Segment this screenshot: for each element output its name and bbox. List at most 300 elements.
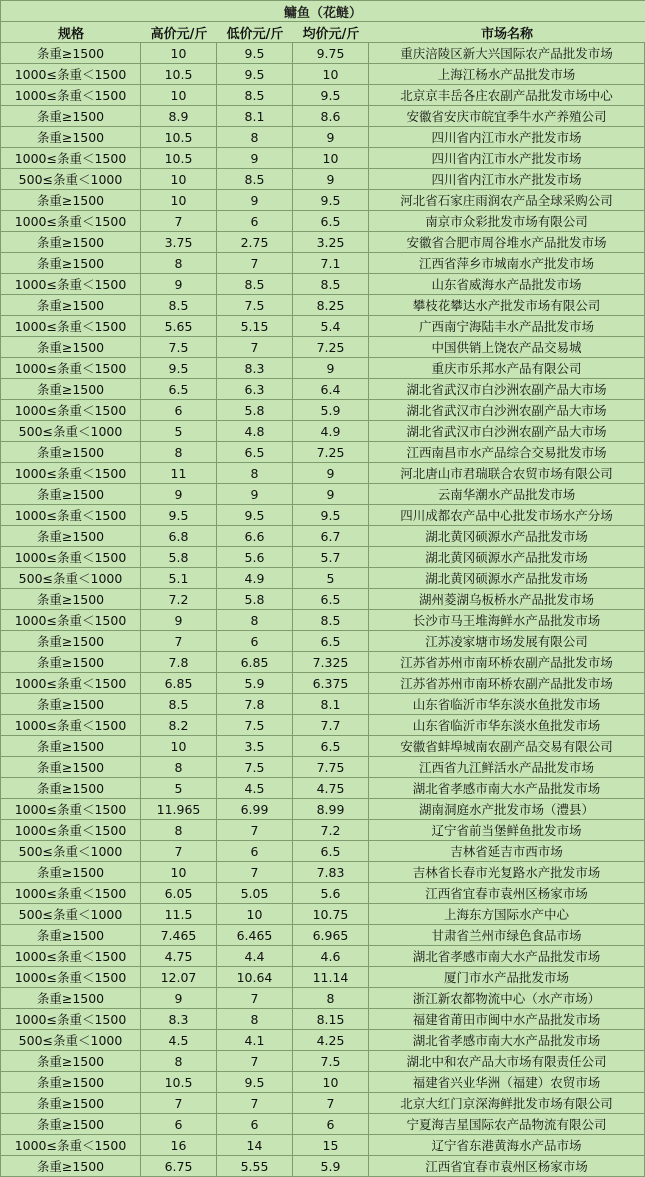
cell-market-name: 中国供销上饶农产品交易城 bbox=[369, 337, 645, 358]
cell-spec: 条重≥1500 bbox=[0, 295, 141, 316]
table-row bbox=[0, 904, 645, 925]
table-row bbox=[0, 127, 645, 148]
cell-high-price: 6 bbox=[141, 1114, 217, 1135]
cell-avg-price: 8.1 bbox=[293, 694, 369, 715]
cell-spec: 1000≤条重＜1500 bbox=[0, 505, 141, 526]
cell-spec: 1000≤条重＜1500 bbox=[0, 820, 141, 841]
cell-low-price: 6.5 bbox=[217, 442, 293, 463]
table-row bbox=[0, 1156, 645, 1177]
cell-market-name: 江西南昌市水产品综合交易批发市场 bbox=[369, 442, 645, 463]
cell-spec: 1000≤条重＜1500 bbox=[0, 967, 141, 988]
cell-market-name: 江苏省苏州市南环桥农副产品批发市场 bbox=[369, 673, 645, 694]
cell-avg-price: 5.4 bbox=[293, 316, 369, 337]
table-row bbox=[0, 736, 645, 757]
cell-market-name: 甘肃省兰州市绿色食品市场 bbox=[369, 925, 645, 946]
cell-spec: 条重≥1500 bbox=[0, 379, 141, 400]
cell-high-price: 8.5 bbox=[141, 295, 217, 316]
cell-high-price: 6.75 bbox=[141, 1156, 217, 1177]
cell-high-price: 9 bbox=[141, 274, 217, 295]
cell-market-name: 辽宁省东港黄海水产品市场 bbox=[369, 1135, 645, 1156]
cell-spec: 1000≤条重＜1500 bbox=[0, 85, 141, 106]
cell-market-name: 湖北省武汉市白沙洲农副产品大市场 bbox=[369, 421, 645, 442]
cell-high-price: 10.5 bbox=[141, 64, 217, 85]
cell-low-price: 8 bbox=[217, 1009, 293, 1030]
cell-market-name: 南京市众彩批发市场有限公司 bbox=[369, 211, 645, 232]
table-row bbox=[0, 883, 645, 904]
cell-spec: 500≤条重＜1000 bbox=[0, 904, 141, 925]
cell-market-name: 江西省萍乡市城南水产批发市场 bbox=[369, 253, 645, 274]
cell-spec: 条重≥1500 bbox=[0, 631, 141, 652]
cell-high-price: 5.1 bbox=[141, 568, 217, 589]
cell-high-price: 10 bbox=[141, 169, 217, 190]
cell-low-price: 8 bbox=[217, 463, 293, 484]
table-row bbox=[0, 43, 645, 64]
cell-high-price: 9.5 bbox=[141, 505, 217, 526]
table-row bbox=[0, 232, 645, 253]
cell-low-price: 6 bbox=[217, 841, 293, 862]
cell-low-price: 6 bbox=[217, 631, 293, 652]
cell-avg-price: 4.75 bbox=[293, 778, 369, 799]
cell-low-price: 7 bbox=[217, 253, 293, 274]
cell-avg-price: 7.25 bbox=[293, 337, 369, 358]
cell-market-name: 江苏凌家塘市场发展有限公司 bbox=[369, 631, 645, 652]
cell-spec: 条重≥1500 bbox=[0, 127, 141, 148]
cell-high-price: 10 bbox=[141, 85, 217, 106]
cell-low-price: 7.5 bbox=[217, 295, 293, 316]
table-row bbox=[0, 505, 645, 526]
cell-spec: 条重≥1500 bbox=[0, 106, 141, 127]
cell-high-price: 9 bbox=[141, 988, 217, 1009]
cell-spec: 1000≤条重＜1500 bbox=[0, 799, 141, 820]
cell-high-price: 10.5 bbox=[141, 1072, 217, 1093]
cell-avg-price: 8.99 bbox=[293, 799, 369, 820]
cell-low-price: 7 bbox=[217, 820, 293, 841]
cell-avg-price: 7.7 bbox=[293, 715, 369, 736]
cell-high-price: 10 bbox=[141, 43, 217, 64]
cell-market-name: 河北唐山市君瑞联合农贸市场有限公司 bbox=[369, 463, 645, 484]
cell-avg-price: 7.83 bbox=[293, 862, 369, 883]
cell-market-name: 福建省莆田市闽中水产品批发市场 bbox=[369, 1009, 645, 1030]
cell-high-price: 10 bbox=[141, 862, 217, 883]
cell-market-name: 湖州菱湖乌板桥水产品批发市场 bbox=[369, 589, 645, 610]
cell-avg-price: 5.9 bbox=[293, 400, 369, 421]
table-row bbox=[0, 463, 645, 484]
cell-low-price: 4.1 bbox=[217, 1030, 293, 1051]
table-row bbox=[0, 316, 645, 337]
cell-low-price: 14 bbox=[217, 1135, 293, 1156]
cell-market-name: 重庆市乐邦水产品有限公司 bbox=[369, 358, 645, 379]
table-row bbox=[0, 1009, 645, 1030]
cell-low-price: 9.5 bbox=[217, 43, 293, 64]
cell-low-price: 9.5 bbox=[217, 1072, 293, 1093]
table-row bbox=[0, 967, 645, 988]
cell-low-price: 6 bbox=[217, 211, 293, 232]
table-row bbox=[0, 1114, 645, 1135]
cell-avg-price: 6.5 bbox=[293, 589, 369, 610]
table-row bbox=[0, 484, 645, 505]
cell-spec: 500≤条重＜1000 bbox=[0, 841, 141, 862]
cell-high-price: 4.75 bbox=[141, 946, 217, 967]
cell-avg-price: 9.75 bbox=[293, 43, 369, 64]
cell-market-name: 安徽省安庆市皖宜季牛水产养殖公司 bbox=[369, 106, 645, 127]
cell-high-price: 7.8 bbox=[141, 652, 217, 673]
table-row bbox=[0, 589, 645, 610]
table-row bbox=[0, 358, 645, 379]
table-row bbox=[0, 421, 645, 442]
cell-avg-price: 10.75 bbox=[293, 904, 369, 925]
table-row bbox=[0, 253, 645, 274]
cell-market-name: 厦门市水产品批发市场 bbox=[369, 967, 645, 988]
cell-market-name: 湖北省孝感市南大水产品批发市场 bbox=[369, 946, 645, 967]
table-row bbox=[0, 820, 645, 841]
cell-spec: 1000≤条重＜1500 bbox=[0, 148, 141, 169]
cell-avg-price: 6.965 bbox=[293, 925, 369, 946]
cell-high-price: 7 bbox=[141, 841, 217, 862]
cell-avg-price: 7.75 bbox=[293, 757, 369, 778]
cell-high-price: 8 bbox=[141, 442, 217, 463]
cell-spec: 1000≤条重＜1500 bbox=[0, 673, 141, 694]
cell-market-name: 湖北省武汉市白沙洲农副产品大市场 bbox=[369, 400, 645, 421]
cell-market-name: 四川省内江市水产批发市场 bbox=[369, 127, 645, 148]
cell-avg-price: 6 bbox=[293, 1114, 369, 1135]
cell-market-name: 湖北黄冈硕源水产品批发市场 bbox=[369, 568, 645, 589]
cell-market-name: 宁夏海吉星国际农产品物流有限公司 bbox=[369, 1114, 645, 1135]
cell-low-price: 5.6 bbox=[217, 547, 293, 568]
cell-avg-price: 8.25 bbox=[293, 295, 369, 316]
cell-high-price: 6.05 bbox=[141, 883, 217, 904]
cell-avg-price: 9.5 bbox=[293, 190, 369, 211]
cell-low-price: 8.5 bbox=[217, 274, 293, 295]
table-row bbox=[0, 673, 645, 694]
cell-high-price: 8.2 bbox=[141, 715, 217, 736]
cell-spec: 条重≥1500 bbox=[0, 652, 141, 673]
cell-market-name: 吉林省延吉市西市场 bbox=[369, 841, 645, 862]
cell-low-price: 6.6 bbox=[217, 526, 293, 547]
cell-low-price: 5.8 bbox=[217, 589, 293, 610]
cell-market-name: 辽宁省前当堡鲜鱼批发市场 bbox=[369, 820, 645, 841]
cell-spec: 1000≤条重＜1500 bbox=[0, 610, 141, 631]
cell-low-price: 2.75 bbox=[217, 232, 293, 253]
cell-high-price: 8 bbox=[141, 757, 217, 778]
cell-market-name: 重庆涪陵区新大兴国际农产品批发市场 bbox=[369, 43, 645, 64]
cell-low-price: 8.5 bbox=[217, 169, 293, 190]
cell-spec: 条重≥1500 bbox=[0, 1114, 141, 1135]
cell-high-price: 9 bbox=[141, 484, 217, 505]
cell-high-price: 8 bbox=[141, 820, 217, 841]
cell-high-price: 5 bbox=[141, 421, 217, 442]
header-spec: 规格 bbox=[0, 22, 141, 42]
cell-spec: 1000≤条重＜1500 bbox=[0, 946, 141, 967]
table-row bbox=[0, 148, 645, 169]
cell-low-price: 9 bbox=[217, 484, 293, 505]
cell-avg-price: 6.5 bbox=[293, 631, 369, 652]
cell-low-price: 9.5 bbox=[217, 64, 293, 85]
cell-low-price: 7 bbox=[217, 862, 293, 883]
table-row bbox=[0, 295, 645, 316]
table-row bbox=[0, 547, 645, 568]
cell-low-price: 5.55 bbox=[217, 1156, 293, 1177]
table-row bbox=[0, 1093, 645, 1114]
cell-avg-price: 6.375 bbox=[293, 673, 369, 694]
cell-market-name: 湖北省武汉市白沙洲农副产品大市场 bbox=[369, 379, 645, 400]
cell-low-price: 6.465 bbox=[217, 925, 293, 946]
cell-spec: 条重≥1500 bbox=[0, 1051, 141, 1072]
table-row bbox=[0, 799, 645, 820]
table-row bbox=[0, 631, 645, 652]
cell-spec: 1000≤条重＜1500 bbox=[0, 64, 141, 85]
cell-spec: 条重≥1500 bbox=[0, 1093, 141, 1114]
cell-high-price: 10 bbox=[141, 190, 217, 211]
cell-avg-price: 3.25 bbox=[293, 232, 369, 253]
table-row bbox=[0, 190, 645, 211]
cell-high-price: 10.5 bbox=[141, 148, 217, 169]
cell-avg-price: 6.5 bbox=[293, 736, 369, 757]
cell-market-name: 四川省内江市水产批发市场 bbox=[369, 148, 645, 169]
cell-avg-price: 10 bbox=[293, 148, 369, 169]
table-row bbox=[0, 337, 645, 358]
cell-low-price: 7 bbox=[217, 1051, 293, 1072]
cell-market-name: 浙江新农都物流中心（水产市场） bbox=[369, 988, 645, 1009]
cell-low-price: 10 bbox=[217, 904, 293, 925]
cell-avg-price: 9.5 bbox=[293, 85, 369, 106]
cell-avg-price: 7.325 bbox=[293, 652, 369, 673]
cell-low-price: 10.64 bbox=[217, 967, 293, 988]
table-row bbox=[0, 106, 645, 127]
cell-market-name: 江西省宜春市袁州区杨家市场 bbox=[369, 1156, 645, 1177]
cell-spec: 1000≤条重＜1500 bbox=[0, 463, 141, 484]
cell-market-name: 四川省内江市水产批发市场 bbox=[369, 169, 645, 190]
header-market-name: 市场名称 bbox=[369, 22, 645, 42]
cell-avg-price: 7.2 bbox=[293, 820, 369, 841]
header-avg-price: 均价元/斤 bbox=[293, 22, 369, 42]
cell-market-name: 吉林省长春市光复路水产批发市场 bbox=[369, 862, 645, 883]
cell-avg-price: 9 bbox=[293, 127, 369, 148]
cell-avg-price: 9 bbox=[293, 358, 369, 379]
table-row bbox=[0, 442, 645, 463]
cell-avg-price: 11.14 bbox=[293, 967, 369, 988]
cell-low-price: 9 bbox=[217, 148, 293, 169]
cell-spec: 条重≥1500 bbox=[0, 232, 141, 253]
cell-avg-price: 6.5 bbox=[293, 211, 369, 232]
cell-spec: 1000≤条重＜1500 bbox=[0, 358, 141, 379]
cell-low-price: 4.9 bbox=[217, 568, 293, 589]
cell-low-price: 5.05 bbox=[217, 883, 293, 904]
cell-low-price: 6.3 bbox=[217, 379, 293, 400]
cell-spec: 条重≥1500 bbox=[0, 253, 141, 274]
cell-avg-price: 5.6 bbox=[293, 883, 369, 904]
cell-low-price: 3.5 bbox=[217, 736, 293, 757]
cell-spec: 条重≥1500 bbox=[0, 43, 141, 64]
cell-high-price: 7 bbox=[141, 1093, 217, 1114]
cell-spec: 条重≥1500 bbox=[0, 526, 141, 547]
cell-high-price: 11 bbox=[141, 463, 217, 484]
cell-spec: 1000≤条重＜1500 bbox=[0, 316, 141, 337]
table-row bbox=[0, 526, 645, 547]
cell-spec: 条重≥1500 bbox=[0, 778, 141, 799]
cell-avg-price: 6.4 bbox=[293, 379, 369, 400]
cell-high-price: 10.5 bbox=[141, 127, 217, 148]
cell-high-price: 6.85 bbox=[141, 673, 217, 694]
cell-high-price: 9.5 bbox=[141, 358, 217, 379]
cell-avg-price: 8.5 bbox=[293, 610, 369, 631]
cell-high-price: 6.5 bbox=[141, 379, 217, 400]
cell-low-price: 8.1 bbox=[217, 106, 293, 127]
cell-avg-price: 9.5 bbox=[293, 505, 369, 526]
cell-low-price: 7.5 bbox=[217, 715, 293, 736]
cell-low-price: 8.5 bbox=[217, 85, 293, 106]
cell-low-price: 4.4 bbox=[217, 946, 293, 967]
cell-low-price: 5.9 bbox=[217, 673, 293, 694]
cell-high-price: 5.65 bbox=[141, 316, 217, 337]
cell-spec: 1000≤条重＜1500 bbox=[0, 274, 141, 295]
header-low-price: 低价元/斤 bbox=[217, 22, 293, 42]
cell-high-price: 11.5 bbox=[141, 904, 217, 925]
table-row bbox=[0, 64, 645, 85]
cell-avg-price: 8.6 bbox=[293, 106, 369, 127]
table-row bbox=[0, 274, 645, 295]
cell-low-price: 8 bbox=[217, 127, 293, 148]
cell-avg-price: 10 bbox=[293, 1072, 369, 1093]
cell-high-price: 10 bbox=[141, 736, 217, 757]
cell-avg-price: 10 bbox=[293, 64, 369, 85]
table-row bbox=[0, 652, 645, 673]
cell-market-name: 山东省临沂市华东淡水鱼批发市场 bbox=[369, 715, 645, 736]
table-row bbox=[0, 946, 645, 967]
table-row bbox=[0, 610, 645, 631]
cell-spec: 条重≥1500 bbox=[0, 862, 141, 883]
cell-avg-price: 7.1 bbox=[293, 253, 369, 274]
cell-high-price: 5 bbox=[141, 778, 217, 799]
table-row bbox=[0, 1051, 645, 1072]
table-row bbox=[0, 211, 645, 232]
cell-market-name: 上海江杨水产品批发市场 bbox=[369, 64, 645, 85]
cell-spec: 1000≤条重＜1500 bbox=[0, 547, 141, 568]
cell-avg-price: 9 bbox=[293, 484, 369, 505]
cell-spec: 500≤条重＜1000 bbox=[0, 568, 141, 589]
cell-market-name: 湖南洞庭水产批发市场（澧县） bbox=[369, 799, 645, 820]
cell-avg-price: 4.25 bbox=[293, 1030, 369, 1051]
cell-market-name: 安徽省蚌埠城南农副产品交易有限公司 bbox=[369, 736, 645, 757]
cell-low-price: 6.85 bbox=[217, 652, 293, 673]
cell-market-name: 云南华潮水产品批发市场 bbox=[369, 484, 645, 505]
table-row bbox=[0, 400, 645, 421]
cell-market-name: 湖北中和农产品大市场有限责任公司 bbox=[369, 1051, 645, 1072]
cell-low-price: 6 bbox=[217, 1114, 293, 1135]
cell-high-price: 8.9 bbox=[141, 106, 217, 127]
cell-low-price: 5.8 bbox=[217, 400, 293, 421]
table-row bbox=[0, 778, 645, 799]
table-row bbox=[0, 988, 645, 1009]
table-row bbox=[0, 862, 645, 883]
cell-high-price: 8.3 bbox=[141, 1009, 217, 1030]
cell-spec: 1000≤条重＜1500 bbox=[0, 883, 141, 904]
table-row bbox=[0, 1135, 645, 1156]
table-row bbox=[0, 757, 645, 778]
cell-high-price: 7.465 bbox=[141, 925, 217, 946]
header-high-price: 高价元/斤 bbox=[141, 22, 217, 42]
cell-spec: 条重≥1500 bbox=[0, 337, 141, 358]
cell-market-name: 攀枝花攀达水产批发市场有限公司 bbox=[369, 295, 645, 316]
cell-low-price: 7.5 bbox=[217, 757, 293, 778]
cell-spec: 条重≥1500 bbox=[0, 1072, 141, 1093]
cell-market-name: 江西省九江鲜活水产品批发市场 bbox=[369, 757, 645, 778]
cell-high-price: 12.07 bbox=[141, 967, 217, 988]
cell-market-name: 湖北黄冈硕源水产品批发市场 bbox=[369, 526, 645, 547]
cell-spec: 条重≥1500 bbox=[0, 694, 141, 715]
cell-high-price: 7.5 bbox=[141, 337, 217, 358]
cell-spec: 条重≥1500 bbox=[0, 988, 141, 1009]
cell-avg-price: 8 bbox=[293, 988, 369, 1009]
cell-avg-price: 6.7 bbox=[293, 526, 369, 547]
cell-low-price: 8 bbox=[217, 610, 293, 631]
cell-spec: 1000≤条重＜1500 bbox=[0, 400, 141, 421]
cell-market-name: 河北省石家庄雨润农产品全球采购公司 bbox=[369, 190, 645, 211]
cell-spec: 条重≥1500 bbox=[0, 442, 141, 463]
cell-market-name: 广西南宁海陆丰水产品批发市场 bbox=[369, 316, 645, 337]
cell-low-price: 4.5 bbox=[217, 778, 293, 799]
cell-market-name: 北京京丰岳各庄农副产品批发市场中心 bbox=[369, 85, 645, 106]
cell-spec: 条重≥1500 bbox=[0, 925, 141, 946]
cell-market-name: 江西省宜春市袁州区杨家市场 bbox=[369, 883, 645, 904]
cell-avg-price: 15 bbox=[293, 1135, 369, 1156]
cell-high-price: 6.8 bbox=[141, 526, 217, 547]
cell-high-price: 7.2 bbox=[141, 589, 217, 610]
cell-high-price: 9 bbox=[141, 610, 217, 631]
cell-high-price: 11.965 bbox=[141, 799, 217, 820]
cell-low-price: 8.3 bbox=[217, 358, 293, 379]
table-row bbox=[0, 379, 645, 400]
cell-high-price: 5.8 bbox=[141, 547, 217, 568]
table-row bbox=[0, 841, 645, 862]
table-header-row bbox=[0, 22, 645, 43]
cell-market-name: 长沙市马王堆海鲜水产品批发市场 bbox=[369, 610, 645, 631]
cell-spec: 1000≤条重＜1500 bbox=[0, 1135, 141, 1156]
cell-avg-price: 6.5 bbox=[293, 841, 369, 862]
table-row bbox=[0, 694, 645, 715]
cell-high-price: 4.5 bbox=[141, 1030, 217, 1051]
cell-spec: 500≤条重＜1000 bbox=[0, 421, 141, 442]
cell-low-price: 9.5 bbox=[217, 505, 293, 526]
cell-low-price: 7 bbox=[217, 988, 293, 1009]
table-row bbox=[0, 568, 645, 589]
cell-high-price: 8 bbox=[141, 1051, 217, 1072]
cell-market-name: 安徽省合肥市周谷堆水产品批发市场 bbox=[369, 232, 645, 253]
table-row bbox=[0, 169, 645, 190]
table-row bbox=[0, 85, 645, 106]
cell-spec: 500≤条重＜1000 bbox=[0, 1030, 141, 1051]
cell-spec: 条重≥1500 bbox=[0, 757, 141, 778]
table-title: 鳙鱼（花鲢） bbox=[0, 1, 645, 22]
cell-avg-price: 4.6 bbox=[293, 946, 369, 967]
cell-market-name: 上海东方国际水产中心 bbox=[369, 904, 645, 925]
table-row bbox=[0, 715, 645, 736]
cell-avg-price: 8.5 bbox=[293, 274, 369, 295]
cell-avg-price: 5.9 bbox=[293, 1156, 369, 1177]
cell-market-name: 福建省兴业华洲（福建）农贸市场 bbox=[369, 1072, 645, 1093]
cell-low-price: 4.8 bbox=[217, 421, 293, 442]
cell-low-price: 7 bbox=[217, 337, 293, 358]
cell-high-price: 6 bbox=[141, 400, 217, 421]
cell-market-name: 湖北黄冈硕源水产品批发市场 bbox=[369, 547, 645, 568]
cell-market-name: 湖北省孝感市南大水产品批发市场 bbox=[369, 778, 645, 799]
cell-spec: 条重≥1500 bbox=[0, 1156, 141, 1177]
cell-high-price: 3.75 bbox=[141, 232, 217, 253]
cell-spec: 条重≥1500 bbox=[0, 736, 141, 757]
cell-high-price: 16 bbox=[141, 1135, 217, 1156]
cell-high-price: 7 bbox=[141, 631, 217, 652]
cell-spec: 1000≤条重＜1500 bbox=[0, 1009, 141, 1030]
cell-spec: 1000≤条重＜1500 bbox=[0, 715, 141, 736]
